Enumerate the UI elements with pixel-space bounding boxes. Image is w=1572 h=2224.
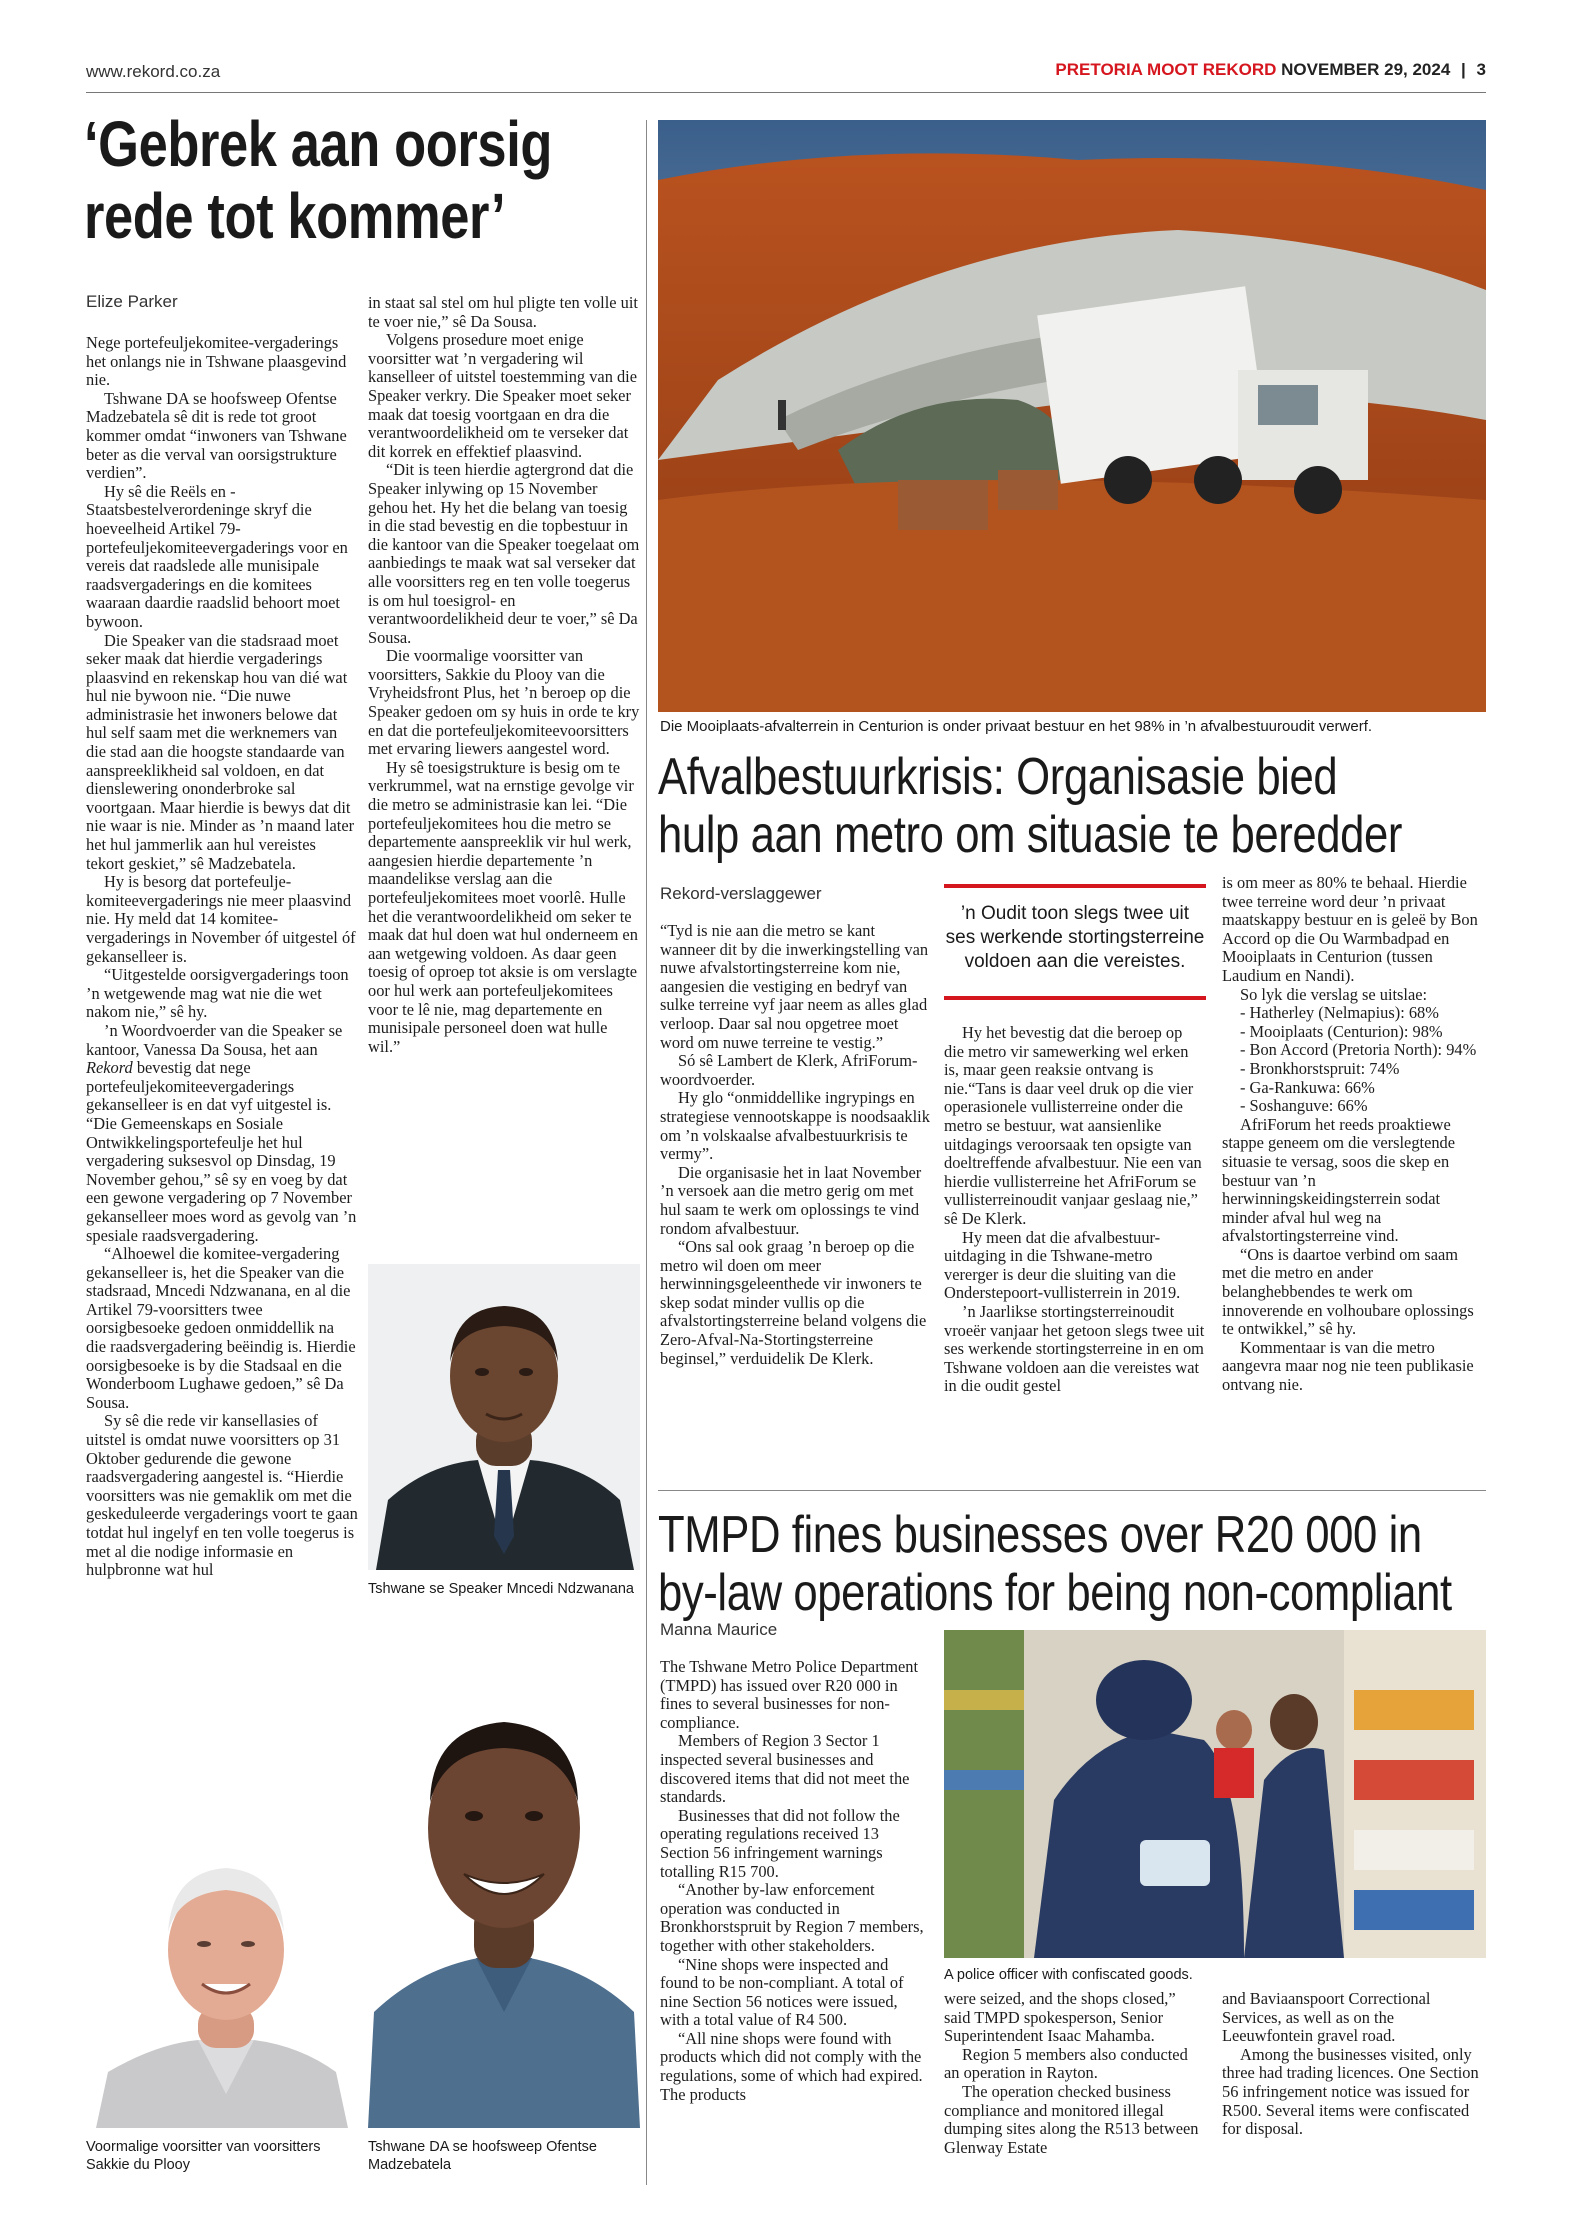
site-url: www.rekord.co.za — [86, 62, 221, 81]
paragraph: Hy sê toesigstrukture is besig om te verkrummel, wat na ernstige gevolge vir die metro se administrasie kan lei. “Die portefeuljekomitees hou die metro se departemente aanspreeklik vir hul werk, aangesien hierdie departemente ’n maandelikse verslag aan die portefeuljekomitees moet voorlê. Hulle het die verantwoordelikheid om seker te maak dat hul doen wat hul onderneem en aan wetgewing voldoen. As daar geen toesig of oproep tot aksie is om verslagte oor hul werk aan portefeuljekomitees voor te lê nie, mag departemente en munisipale personeel doen wat hulle wil.” — [368, 757, 638, 1056]
paragraph: “Dit is teen hierdie agtergrond dat die Speaker inlywing op 15 November gehou het. Hy het die belang van toesig in die stad bevestig en die topbestuur in die kantoor van die Speaker toegelaat om aanbiedings te maak wat sal verseker dat alle voorsitters reg en ten volle toegerus is om hul toesigrol- en verantwoordelikheid deur te voer,” sê Da Sousa. — [368, 460, 640, 647]
paragraph: “All nine shops were found with products which did not comply with the regulations, some of which had expired. The products — [660, 2028, 923, 2104]
paragraph: Hy is besorg dat portefeulje-komiteevergaderings nie meer plaasvind nie. Hy meld dat 14 komitee-vergaderings in November óf uitgestel óf gekanselleer is. — [86, 872, 356, 966]
article3-byline: Manna Maurice — [660, 1620, 778, 1639]
landfill-photo-caption: Die Mooiplaats-afvalterrein in Centurion is onder privaat bestuur en het 98% in ’n afvalbestuuroudit verwerf. — [660, 718, 1373, 735]
paragraph: Hy het bevestig dat die beroep op die metro vir samewerking wel erken is, maar geen reaksie ontvang is nie.“Tans is daar veel druk op die vier operasionele vullisterreine onder die metro se bestuur, wat aansienlike uitdagings veroorsaak ten opsigte van doeltreffende afvalbestuur. Nie een van hierdie vullisterreine het AfriForum se vullisterreinoudit vanjaar geslaag nie,” sê De Klerk. — [944, 1023, 1202, 1228]
list-item: - Bronkhorstspruit: 74% — [1240, 1058, 1400, 1078]
paragraph: Hy sê die Reëls en -Staatsbestelverordeninge skryf die hoeveelheid Artikel 79-portefeuljekomiteevergaderings voor en vereis dat raadslede alle munisipale raadsvergaderings en die komitees waaraan daardie raadslid behoort moet bywoon. — [86, 481, 348, 631]
paragraph: in staat sal stel om hul pligte ten volle uit te voer nie,” sê Da Sousa. — [368, 293, 638, 331]
article1-byline: Elize Parker — [86, 292, 178, 311]
article1-headline: ‘Gebrek aan oorsig rede tot kommer’ — [84, 108, 553, 252]
paragraph: “Ons sal ook graag ’n beroep op die metro wil doen om meer herwinningsgeleenthede vir inwoners te skep sodat minder vullis op die afvalstortingsterreine beland volgens die Zero-Afval-Na-Stortingsterreine beginsel,” verduidelik De Klerk. — [660, 1237, 927, 1368]
column-divider — [646, 120, 647, 2185]
paragraph: Businesses that did not follow the operating regulations received 13 Section 56 infringement warnings totalling R15 700. — [660, 1805, 900, 1881]
list-item: - Bon Accord (Pretoria North): 94% — [1240, 1040, 1477, 1060]
paragraph: Hy meen dat die afvalbestuur-uitdaging in die Tshwane-metro vererger is deur die sluiting van die Onderstepoort-vullisterrein in 2019. — [944, 1227, 1181, 1303]
paragraph: “Tyd is nie aan die metro se kant wanneer dit by die inwerkingstelling van nuwe afvalstortingsterreine kom nie, aangesien die vestiging en bedryf van sulke terreine vyf jaar neem as alles glad verloop. Daar sal nou opgetree moet word om nuwe terreine te vestig.” — [660, 921, 929, 1052]
article1-column-1 — [86, 334, 358, 1580]
article2-column-1 — [660, 922, 930, 1368]
paragraph: Nege portefeuljekomitee-vergaderings het onlangs nie in Tshwane plaasgevind nie. — [86, 333, 347, 390]
publication-name: PRETORIA MOOT REKORD — [1055, 60, 1277, 79]
paragraph: ’n Woordvoerder van die Speaker se kantoor, Vanessa Da Sousa, het aan Rekord bevestig dat nege portefeuljekomiteevergaderings gekanselleer is en dat vyf uitgestel is. “Die Gemeenskaps en Sosiale Ontwikkelingsportefeulje het hul vergadering suksesvol op Dinsdag, 19 November gehou,” sê sy en voeg by dat een gewone vergadering op 7 November gekanselleer moes word as gevolg van ’n spesiale raadsvergadering. — [86, 1020, 357, 1245]
pull-quote-bottom-rule — [944, 996, 1206, 1000]
article2-byline: Rekord-verslaggewer — [660, 884, 822, 903]
speaker-portrait — [368, 1264, 640, 1570]
paragraph: Die organisasie het in laat November ’n versoek aan die metro gerig om met hul saam te werk om oplossings te vind rondom afvalbestuur. — [660, 1162, 922, 1238]
article3-column-2 — [944, 1990, 1206, 2157]
paragraph: Kommentaar is van die metro aangevra maar nog nie teen publikasie ontvang nie. — [1222, 1337, 1474, 1395]
paragraph: “Alhoewel die komitee-vergadering gekanselleer is, het die Speaker van die stadsraad, Mncedi Ndzwanana, en al die Artikel 79-voorsitters twee oorsigbesoeke gedoen onmiddellik na die raadsvergadering beëindig is. Hierdie oorsigbesoeke is by die Stadsaal en die Wonderboom Lughawe gedoen,” sê Da Sousa. — [86, 1244, 356, 1412]
article2-headline: Afvalbestuurkrisis: Organisasie bied hulp aan metro om situasie te beredder — [658, 748, 1403, 864]
paragraph: “Ons is daartoe verbind om saam met die metro en ander belanghebbendes te werk om innoverende en volhoubare oplossings te ontwikkel,” sê hy. — [1222, 1244, 1474, 1339]
paragraph: Hy glo “onmiddellike ingrypings en strategiese vennootskappe is noodsaaklik om ’n volskaalse afvalbestuurkrisis te vermy”. — [660, 1088, 930, 1164]
issue-date: NOVEMBER 29, 2024 — [1281, 60, 1451, 79]
paragraph: ’n Jaarlikse stortingsterreinoudit vroeër vanjaar het getoon slegs twee uit ses werkende stortingsterreine in en om Tshwane voldoen aan die vereistes wat in die oudit gestel — [944, 1301, 1205, 1396]
paragraph: Die voormalige voorsitter van voorsitters, Sakkie du Plooy van die Vryheidsfront Plus, het ’n beroep op die Speaker gedoen om sy huis in orde te kry en dat die portefeuljekomiteevoorsitters met ervaring liewers aangestel word. — [368, 646, 640, 759]
article1-column-2 — [368, 294, 640, 1056]
paragraph: The operation checked business compliance and monitored illegal dumping sites along the R513 between Glenway Estate — [944, 2081, 1199, 2157]
paragraph: were seized, and the shops closed,” said TMPD spokesperson, Senior Superintendent Isaac Mahamba. — [944, 1989, 1176, 2046]
paragraph: and Baviaanspoort Correctional Services, as well as on the Leeuwfontein gravel road. — [1222, 1989, 1431, 2046]
article2-column-2 — [944, 1024, 1206, 1396]
article3-column-3 — [1222, 1990, 1486, 2139]
duplooy-portrait-caption: Voormalige voorsitter van voorsitters Sakkie du Plooy — [86, 2139, 321, 2173]
police-officer-photo — [944, 1630, 1486, 1958]
madzebatela-portrait — [368, 1652, 640, 2128]
header-rule — [86, 92, 1486, 93]
paragraph: So lyk die verslag se uitslae: — [1240, 984, 1428, 1004]
paragraph: “Uitgestelde oorsigvergaderings toon ’n wetgewende mag wat nie die wet nakom nie,” sê hy. — [86, 965, 349, 1022]
article2-column-3 — [1222, 874, 1486, 1395]
paragraph: is om meer as 80% te behaal. Hierdie twee terreine word deur ’n privaat maatskappy bestuur en is geleë by Bon Accord op die Ou Warmbadpad en Mooiplaats in Centurion (tussen Laudium en Nandi). — [1222, 873, 1478, 985]
paragraph: Die Speaker van die stadsraad moet seker maak dat hierdie vergaderings plaasvind en rekenskap hou van dié wat hul nie bywoon nie. “Die nuwe administrasie het inwoners belowe dat hul self saam met die werknemers van die stad aan die hoogste standaarde van aanspreeklikheid sal voldoen, en dat dienslewering ononderbroke sal voortgaan. Maar hierdie is bewys dat dit nie waar is nie. Minder as ’n maand later het hul jammerlik aan hul vereistes tekort geskiet,” sê Madzebatela. — [86, 630, 355, 873]
paragraph: Volgens prosedure moet enige voorsitter wat ’n vergadering wil kanselleer of uitstel toestemming van die Speaker verkry. Die Speaker moet seker maak dat toesig voortgaan en dra die verantwoordelikheid om te verseker dat dit korrek en effektief plaasvind. — [368, 330, 638, 461]
speaker-portrait-caption: Tshwane se Speaker Mncedi Ndzwanana — [368, 1581, 634, 1597]
police-officer-photo-caption: A police officer with confiscated goods. — [944, 1967, 1193, 1983]
paragraph: “Nine shops were inspected and found to be non-compliant. A total of nine Section 56 notices were issued, with a total value of R4 500. — [660, 1954, 904, 2030]
pull-quote-top-rule — [944, 884, 1206, 888]
list-item: - Mooiplaats (Centurion): 98% — [1240, 1021, 1443, 1041]
landfill-photo — [658, 120, 1486, 712]
madzebatela-portrait-caption: Tshwane DA se hoofsweep Ofentse Madzebatela — [368, 2139, 597, 2173]
paragraph: Region 5 members also conducted an operation in Rayton. — [944, 2044, 1188, 2083]
paragraph: AfriForum het reeds proaktiewe stappe geneem om die verslegtende situasie te versag, soos die skep en bestuur van ’n herwinningskeidingsterrein sodat minder afval hul weg na afvalstortingsterreine vind. — [1222, 1114, 1456, 1246]
section-divider — [658, 1490, 1486, 1491]
list-item: - Soshanguve: 66% — [1240, 1096, 1368, 1116]
paragraph: Sy sê die rede vir kansellasies of uitstel is omdat nuwe voorsitters op 31 Oktober gedurende die gewone raadsvergadering aangestel is. “Hierdie voorsitters was nie gemaklik om met die geskeduleerde vergaderings voort te gaan totdat hul ingelyf en ten volle toegerus is met al die nodige informasie en hulpbronne wat hul — [86, 1411, 358, 1580]
duplooy-portrait — [86, 1832, 358, 2128]
paragraph: Members of Region 3 Sector 1 inspected several businesses and discovered items that did not meet the standards. — [660, 1731, 910, 1807]
article3-column-1 — [660, 1658, 930, 2104]
paragraph: Só sê Lambert de Klerk, AfriForum-woordvoerder. — [660, 1051, 918, 1089]
list-item: - Hatherley (Nelmapius): 68% — [1240, 1003, 1439, 1023]
header-separator: | — [1461, 60, 1466, 79]
paragraph: Among the businesses visited, only three had trading licences. One Section 56 infringement notice was issued for R500. Several items were confiscated for disposal. — [1222, 2044, 1479, 2139]
paragraph: “Another by-law enforcement operation was conducted in Bronkhorstspruit by Region 7 members, together with other stakeholders. — [660, 1880, 924, 1955]
paragraph: The Tshwane Metro Police Department (TMPD) has issued over R20 000 in fines to several businesses for non-compliance. — [660, 1657, 918, 1732]
page-header-info — [1055, 60, 1486, 80]
paragraph: Tshwane DA se hoofsweep Ofentse Madzebatela sê dit is rede tot groot kommer omdat “inwoners van Tshwane beter as die verval van oorsigstrukture verdien”. — [86, 388, 347, 483]
article3-headline: TMPD fines businesses over R20 000 in by-law operations for being non-compliant — [658, 1506, 1452, 1622]
list-item: - Ga-Rankuwa: 66% — [1240, 1077, 1375, 1097]
page-number: 3 — [1476, 60, 1486, 79]
pull-quote: ’n Oudit toon slegs twee uit ses werkende stortingsterreine voldoen aan die vereistes. — [945, 903, 1205, 972]
